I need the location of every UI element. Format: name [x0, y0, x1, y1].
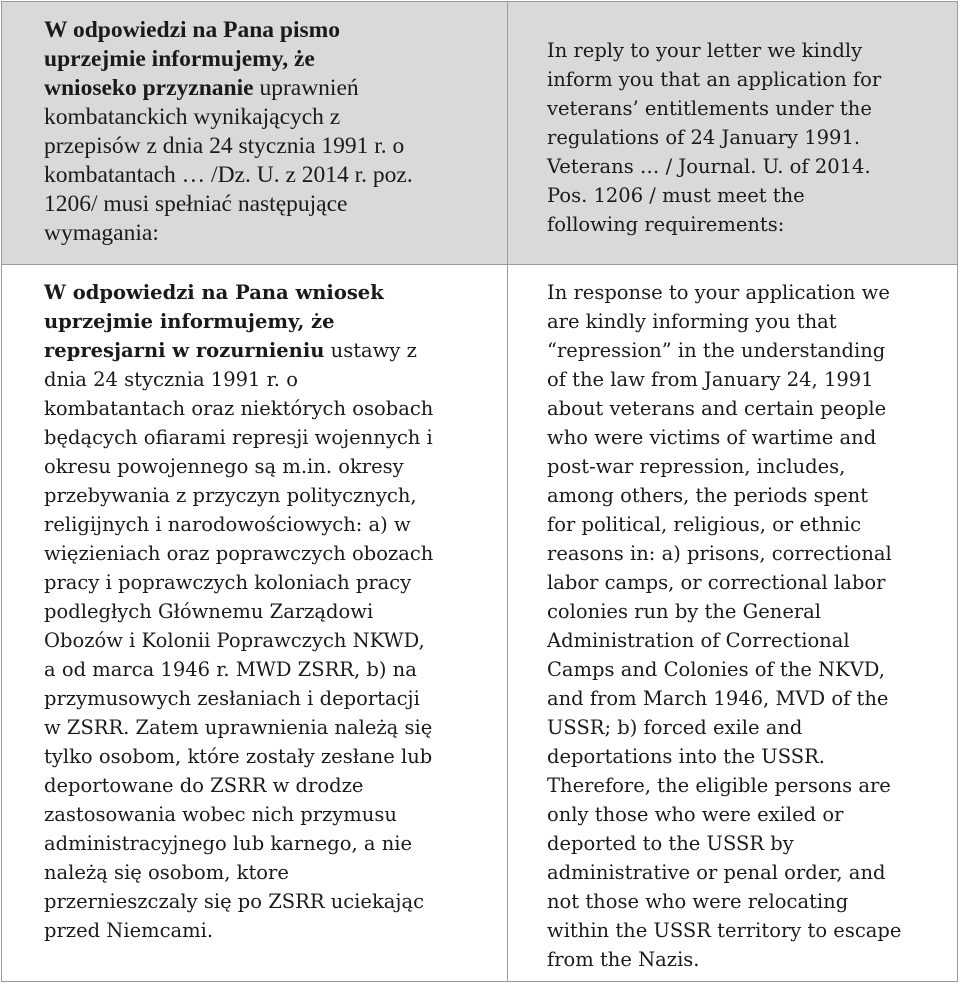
text-line: not those who were relocating: [547, 890, 849, 913]
text-line: przymusowych zesłaniach i deportacji: [44, 687, 420, 710]
text-line: przernieszczaly się po ZSRR uciekając: [44, 890, 424, 913]
text-line: USSR; b) forced exile and: [547, 716, 803, 739]
text-line: labor camps, or correctional labor: [547, 571, 886, 594]
text-line: In response to your application we: [547, 281, 890, 304]
text-line: tylko osobom, które zostały zesłane lub: [44, 745, 433, 768]
text-line: reasons in: a) prisons, correctional: [547, 542, 892, 565]
text-line: kombatantach … /Dz. U. z 2014 r. poz.: [44, 162, 413, 188]
text-line: przebywania z przyczyn politycznych,: [44, 484, 417, 507]
text-line: wymagania:: [44, 220, 159, 246]
text-line: Veterans … / Journal. U. of 2014.: [547, 155, 871, 178]
text-line: In reply to your letter we kindly: [547, 39, 863, 62]
text-line: from the Nazis.: [547, 948, 700, 971]
text-line: are kindly informing you that: [547, 310, 837, 333]
text-line: Therefore, the eligible persons are: [547, 774, 891, 797]
text-line: 1206/ musi spełniać następujące: [44, 191, 348, 217]
text-line: więzieniach oraz poprawczych obozach: [44, 542, 434, 565]
text-line: post-war repression, includes,: [547, 455, 846, 478]
text-line: only those who were exiled or: [547, 803, 844, 826]
polish-official-reply-cell: [44, 16, 484, 248]
text-line: przepisów z dnia 24 stycznia 1991 r. o: [44, 133, 405, 159]
text-line: W odpowiedzi na Pana wniosek: [44, 281, 384, 304]
english-repression-reply-cell: [547, 278, 947, 974]
row-divider: [2, 264, 957, 265]
text-line: Camps and Colonies of the NKVD,: [547, 658, 885, 681]
text-line: dnia 24 stycznia 1991 r. o: [44, 368, 298, 391]
text-line: who were victims of wartime and: [547, 426, 877, 449]
translation-table: [1, 1, 958, 982]
text-line: uprzejmie informujemy, że: [44, 46, 315, 72]
text-line: religijnych i narodowościowych: a) w: [44, 513, 411, 536]
text-line: veterans’ entitlements under the: [547, 97, 872, 120]
polish-repression-reply-cell: [44, 278, 494, 945]
text-line: following requirements:: [547, 213, 785, 236]
text-line: Pos. 1206 / must meet the: [547, 184, 805, 207]
text-line: przed Niemcami.: [44, 919, 214, 942]
text-line: kombatanckich wynikających z: [44, 104, 341, 130]
text-line: for political, religious, or ethnic: [547, 513, 862, 536]
text-line: deportowane do ZSRR w drodze: [44, 774, 364, 797]
text-line: “repression” in the understanding: [547, 339, 886, 362]
text-line: within the USSR territory to escape: [547, 919, 902, 942]
text-line: deported to the USSR by: [547, 832, 794, 855]
text-line: okresu powojennego są m.in. okresy: [44, 455, 404, 478]
text-line: zastosowania wobec nich przymusu: [44, 803, 397, 826]
text-line: będących ofiarami represji wojennych i: [44, 426, 433, 449]
text-line: w ZSRR. Zatem uprawnienia należą się: [44, 716, 433, 739]
column-divider: [507, 2, 508, 981]
text-line: regulations of 24 January 1991.: [547, 126, 861, 149]
text-line: of the law from January 24, 1991: [547, 368, 874, 391]
text-line: deportations into the USSR.: [547, 745, 825, 768]
text-line: Administration of Correctional: [547, 629, 850, 652]
text-line: administracyjnego lub karnego, a nie: [44, 832, 413, 855]
text-line: Obozów i Kolonii Poprawczych NKWD,: [44, 629, 425, 652]
text-line: administrative or penal order, and: [547, 861, 886, 884]
text-line: należą się osobom, ktore: [44, 861, 289, 884]
text-line: podległych Głównemu Zarządowi: [44, 600, 374, 623]
english-official-reply-cell: [547, 36, 947, 239]
text-line: a od marca 1946 r. MWD ZSRR, b) na: [44, 658, 417, 681]
text-line: W odpowiedzi na Pana pismo: [44, 17, 340, 43]
text-line: inform you that an application for: [547, 68, 882, 91]
text-line: about veterans and certain people: [547, 397, 887, 420]
text-line: wnioseko przyznanie uprawnień: [44, 75, 359, 101]
text-line: colonies run by the General: [547, 600, 822, 623]
text-line: pracy i poprawczych koloniach pracy: [44, 571, 412, 594]
text-line: among others, the periods spent: [547, 484, 869, 507]
text-line: kombatantach oraz niektórych osobach: [44, 397, 434, 420]
text-line: and from March 1946, MVD of the: [547, 687, 889, 710]
text-line: represjarni w rozurnieniu ustawy z: [44, 339, 417, 362]
text-line: uprzejmie informujemy, że: [44, 310, 335, 333]
